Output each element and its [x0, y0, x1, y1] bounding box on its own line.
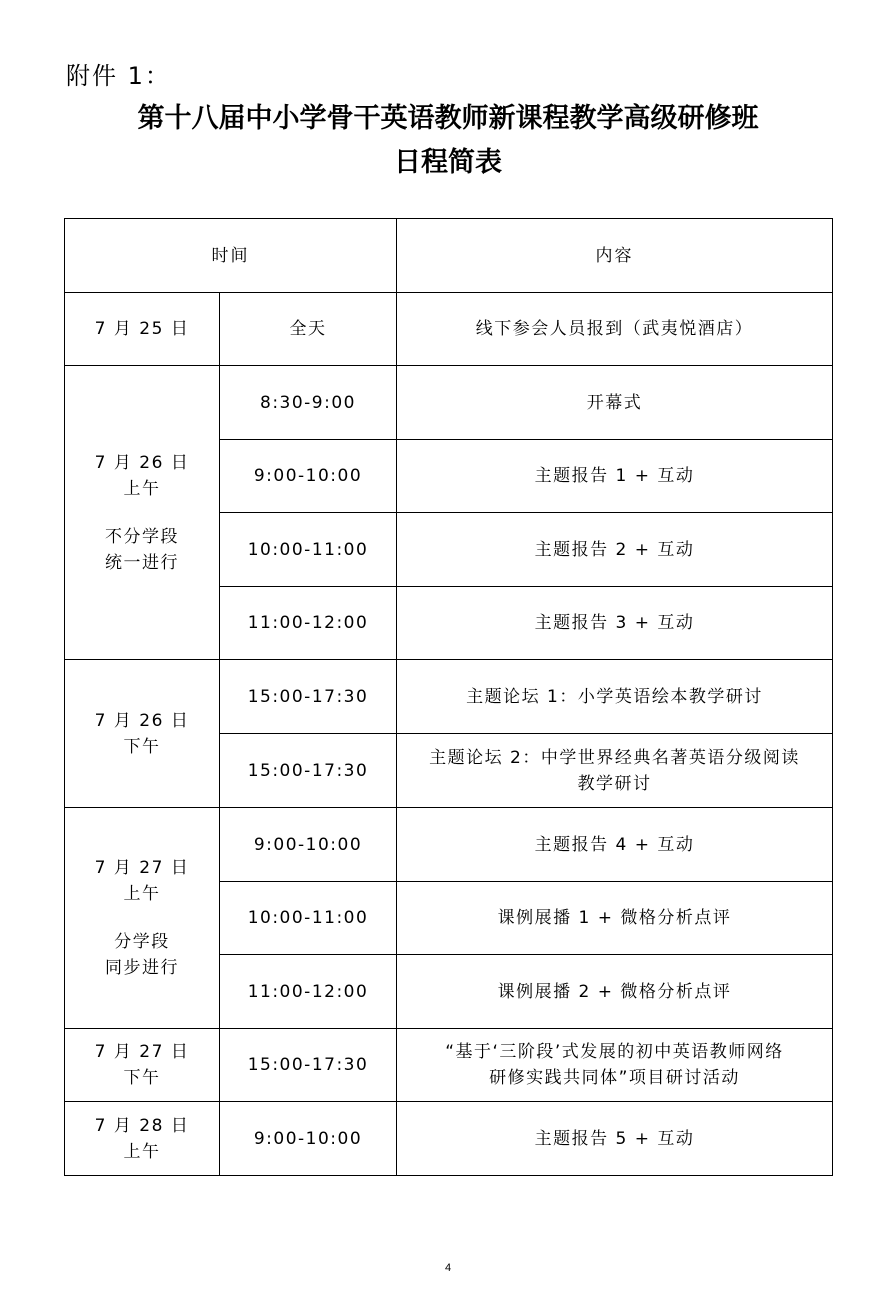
note-text: 分学段: [114, 932, 170, 952]
date-text: 7 月 26 日: [94, 710, 190, 731]
period-text: 下午: [123, 736, 161, 757]
period-text: 上午: [123, 1141, 161, 1162]
time-cell: 8:30-9:00: [220, 366, 397, 440]
note-text: 统一进行: [105, 552, 179, 573]
page-number: 4: [444, 1262, 452, 1274]
content-cell: 主题报告 1 + 互动: [397, 440, 833, 513]
content-cell: 开幕式: [397, 366, 833, 440]
content-line: 主题论坛 2：中学世界经典名著英语分级阅读: [429, 747, 800, 768]
table-row: [65, 660, 833, 734]
content-cell: 课例展播 2 + 微格分析点评: [397, 955, 833, 1029]
date-cell: [65, 1102, 220, 1176]
date-text: 7 月 27 日: [94, 858, 190, 878]
note-text: 不分学段: [105, 526, 179, 547]
time-cell: 全天: [220, 293, 397, 366]
attachment-label: 附件 1：: [66, 62, 171, 90]
schedule-table: [64, 218, 833, 1176]
time-cell: 10:00-11:00: [220, 513, 397, 587]
date-text: 7 月 28 日: [94, 1115, 190, 1136]
content-line: 研修实践共同体”项目研讨活动: [489, 1068, 740, 1088]
time-cell: 11:00-12:00: [220, 587, 397, 660]
time-cell: 9:00-10:00: [220, 1102, 397, 1176]
header-time: 时间: [65, 219, 397, 293]
content-line: “基于‘三阶段’式发展的初中英语教师网络: [445, 1042, 784, 1062]
spacer: [75, 502, 209, 524]
table-row: [65, 808, 833, 882]
table-row: [65, 366, 833, 440]
date-cell: [65, 808, 220, 1029]
date-cell: [65, 1029, 220, 1102]
table-row: [65, 1102, 833, 1176]
content-cell: 主题报告 3 + 互动: [397, 587, 833, 660]
date-text: 7 月 27 日: [94, 1042, 190, 1062]
content-cell: [397, 734, 833, 808]
table-row: [65, 293, 833, 366]
time-cell: 15:00-17:30: [220, 734, 397, 808]
period-text: 上午: [123, 884, 161, 904]
content-cell: [397, 1029, 833, 1102]
content-cell: 主题论坛 1：小学英语绘本教学研讨: [397, 660, 833, 734]
time-cell: 9:00-10:00: [220, 808, 397, 882]
time-cell: 15:00-17:30: [220, 660, 397, 734]
table-row: [65, 1029, 833, 1102]
content-cell: 主题报告 5 + 互动: [397, 1102, 833, 1176]
date-text: 7 月 26 日: [94, 452, 190, 473]
date-cell: 7 月 25 日: [65, 293, 220, 366]
document-title: 第十八届中小学骨干英语教师新课程教学高级研修班: [137, 103, 759, 134]
date-cell: [65, 366, 220, 660]
document-subtitle: 日程简表: [394, 147, 502, 178]
spacer: [75, 907, 209, 929]
time-cell: 11:00-12:00: [220, 955, 397, 1029]
table-header-row: [65, 219, 833, 293]
content-line: 教学研讨: [577, 773, 652, 794]
content-cell: 主题报告 4 + 互动: [397, 808, 833, 882]
header-content: 内容: [397, 219, 833, 293]
content-cell: 线下参会人员报到（武夷悦酒店）: [397, 293, 833, 366]
date-cell: [65, 660, 220, 808]
period-text: 下午: [123, 1068, 161, 1088]
content-cell: 课例展播 1 + 微格分析点评: [397, 882, 833, 955]
note-text: 同步进行: [105, 958, 179, 978]
content-cell: 主题报告 2 + 互动: [397, 513, 833, 587]
time-cell: 10:00-11:00: [220, 882, 397, 955]
period-text: 上午: [123, 478, 161, 499]
time-cell: 15:00-17:30: [220, 1029, 397, 1102]
time-cell: 9:00-10:00: [220, 440, 397, 513]
